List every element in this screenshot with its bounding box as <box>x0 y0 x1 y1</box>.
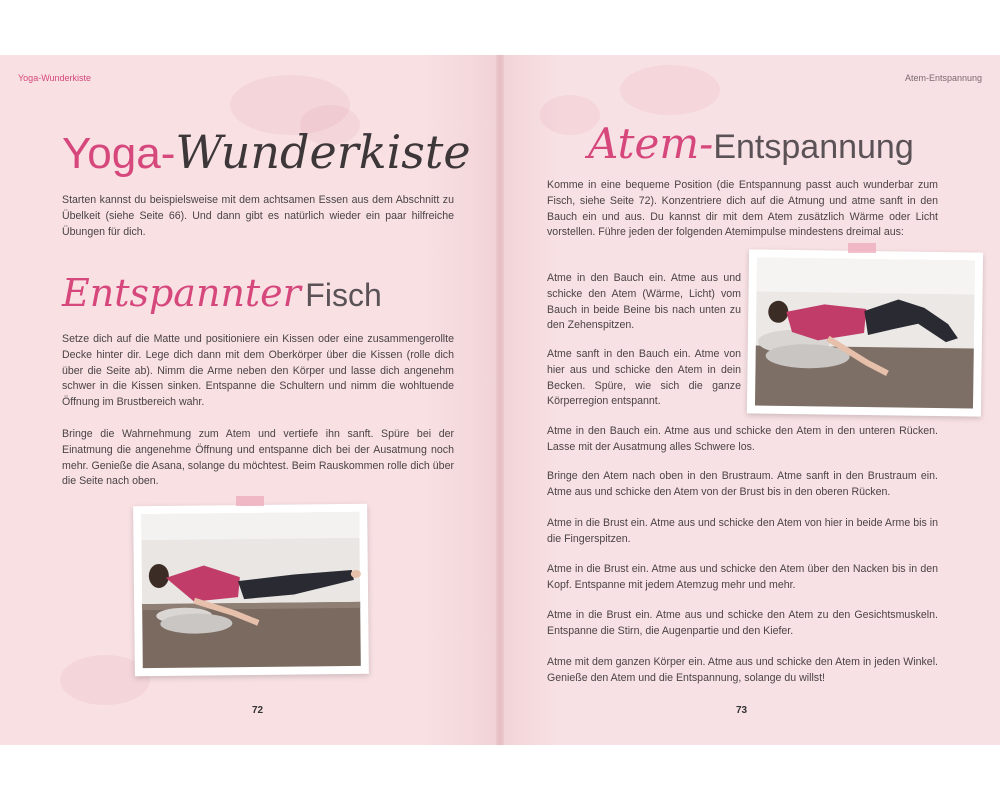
body-paragraph: Bringe den Atem nach oben in den Brustraum. Atme sanft in den Brustraum ein. Atme aus und schicke den Atem von der Brust bis in den oberen Rücken. <box>547 470 938 498</box>
photo-tape <box>848 243 876 253</box>
body-paragraph: Atme in die Brust ein. Atme aus und schicke den Atem zu den Gesichtsmuskeln. Entspanne die Stirn, die Augenpartie und den Kiefer. <box>547 609 938 637</box>
title-plain: Yoga- <box>62 129 176 178</box>
photo-image <box>133 504 369 676</box>
title-script: Wunderkiste <box>175 125 471 179</box>
body-paragraph: Atme in die Brust ein. Atme aus und schicke den Atem von hier in beide Arme bis in die Fingerspitzen. <box>547 517 938 545</box>
page-title <box>62 125 471 179</box>
section-title <box>62 271 382 315</box>
subtitle-plain: Fisch <box>305 277 382 313</box>
running-head: Yoga-Wunderkiste <box>18 73 92 83</box>
subtitle-script: Entspannter <box>62 271 301 315</box>
photo-image <box>747 249 983 416</box>
photo-tape <box>236 496 264 506</box>
title-script: Atem- <box>588 119 714 168</box>
intro-paragraph: Komme in eine bequeme Position (die Entspannung passt auch wunderbar zum Fisch, siehe Seite 72). Konzentriere dich auf die Atmung und atme sanft in den Bauch ein und aus. Du kannst dir mit dem Atem zusätzlich Wärme oder Licht vorstellen. Führe jeden der folgenden Atemimpulse mindestens dreimal aus: <box>547 179 938 239</box>
paint-splash <box>620 65 720 115</box>
body-paragraph: Atme in den Bauch ein. Atme aus und schicke den Atem in den unteren Rücken. Lasse mit der Ausatmung alles Schwere los. <box>547 425 938 453</box>
running-head: Atem-Entspannung <box>904 73 982 83</box>
left-page <box>0 55 500 745</box>
page-number: 72 <box>252 705 264 716</box>
body-paragraph: Bringe die Wahrnehmung zum Atem und vertiefe ihn sanft. Spüre bei der Einatmung die angenehme Öffnung und entspanne dich bei der Ausatmung noch mehr. Genieße die Asana, solange du möchtest. Beim Rauskommen rolle dich über die Seite nach oben. <box>62 428 454 488</box>
body-paragraph: Atme in die Brust ein. Atme aus und schicke den Atem über den Nacken bis in den Kopf. Entspanne mit jedem Atemzug mehr und mehr. <box>547 563 938 591</box>
title-plain: Entspannung <box>713 128 914 166</box>
page-title <box>588 119 914 168</box>
book-gutter <box>496 55 504 745</box>
yoga-photo-relaxation <box>747 249 983 416</box>
body-paragraph: Atme in den Bauch ein. Atme aus und schicke den Atem (Wärme, Licht) vom Bauch in beide Beine bis nach unten zu den Zehenspitzen. <box>547 272 741 332</box>
yoga-photo-fish-pose <box>133 504 369 676</box>
intro-paragraph: Starten kannst du beispielsweise mit dem achtsamen Essen aus dem Abschnitt zu Übelkeit (siehe Seite 66). Und dann gibt es natürlich wieder ein paar hilfreiche Übungen für dich. <box>62 194 454 238</box>
body-paragraph: Atme mit dem ganzen Körper ein. Atme aus und schicke den Atem in jeden Winkel. Genieße den Atem und die Entspannung, solange du willst! <box>547 656 938 684</box>
book-spread <box>0 55 1000 745</box>
right-page <box>500 55 1000 745</box>
body-paragraph: Setze dich auf die Matte und positioniere ein Kissen oder eine zusammengerollte Decke hinter dir. Lege dich dann mit dem Oberkörper über die Kissen (rolle dich über die Seite ab). Nimm die Arme neben den Körper und lasse dich angenehm schwer in die Kissen sinken. Entspanne die Schultern und nimm die wohltuende Öffnung im Brustbereich wahr. <box>62 333 454 409</box>
body-paragraph: Atme sanft in den Bauch ein. Atme von hier aus und schicke den Atem in dein Becken. Spüre, wie sich die ganze Körperregion entspannt. <box>547 348 741 408</box>
page-number: 73 <box>736 705 748 716</box>
